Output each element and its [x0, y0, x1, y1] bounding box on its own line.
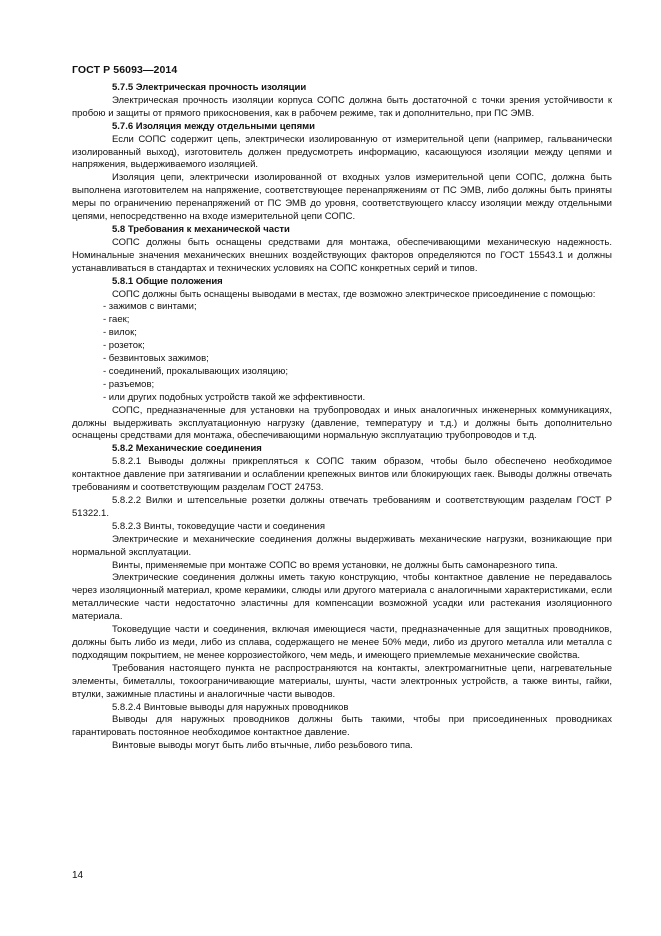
- list-item: - гаек;: [103, 314, 130, 326]
- paragraph: 5.8.2.3 Винты, токоведущие части и соединения: [112, 520, 325, 532]
- page-number: 14: [72, 870, 84, 881]
- list-item: - разъемов;: [103, 378, 155, 390]
- page-header: ГОСТ Р 56093—2014: [72, 64, 178, 76]
- section-heading: 5.7.5 Электрическая прочность изоляции: [112, 82, 307, 93]
- list-item: - безвинтовых зажимов;: [103, 353, 209, 365]
- list-item: - вилок;: [103, 327, 137, 339]
- section-heading: 5.8.2 Механические соединения: [112, 443, 262, 455]
- paragraph: 5.8.2.2 Вилки и штепсельные розетки должны отвечать требованиям и соответствующим разделам ГОСТ Р 51322.1.: [72, 495, 612, 519]
- paragraph: Изоляция цепи, электрически изолированной от входных узлов измерительной цепи СОПС, должна быть выполнена изготовителем на напряжение, соответствующее перенапряжениям от ПС ЭМВ, либо должны быть приняты меры по ограничению перенапряжений от ПС ЭМВ до уровня, соответствующего классу изоляции между отдельными цепями, непосредственно на входе измерительной цепи СОПС.: [72, 172, 612, 223]
- list-item: - или других подобных устройств такой же эффективности.: [103, 391, 366, 403]
- paragraph: Требования настоящего пункта не распространяются на контакты, электромагнитные цепи, нагревательные элементы, биметаллы, токоограничивающие материалы, шунты, части электронных устройств, а также винты, гайки, втулки, зажимные пластины и аналогичные части выводов.: [72, 662, 612, 700]
- paragraph: СОПС, предназначенные для установки на трубопроводах и иных аналогичных инженерных коммуникациях, должны выдерживать эксплуатационную нагрузку (давление, температуру и т.д.) и должны быть дополнительно оснащены средствами для монтажа, обеспечивающими нормальную эксплуатацию трубопроводов и т.д.: [72, 404, 612, 442]
- list-item: - соединений, прокалывающих изоляцию;: [103, 365, 288, 377]
- paragraph: 5.8.2.4 Винтовые выводы для наружных проводников: [112, 701, 349, 713]
- paragraph: СОПС должны быть оснащены выводами в местах, где возможно электрическое присоединение с помощью:: [112, 288, 596, 300]
- paragraph: Винтовые выводы могут быть либо втычные, либо резьбового типа.: [112, 740, 413, 752]
- paragraph: Электрические и механические соединения должны выдерживать механические нагрузки, возникающие при нормальной эксплуатации.: [72, 533, 612, 558]
- paragraph: Если СОПС содержит цепь, электрически изолированную от измерительной цепи (например, гальванически изолированный выход), изготовитель должен предусмотреть информацию, касающуюся изоляции между цепями и напряжения, выдерживаемого изоляцией.: [72, 133, 612, 171]
- paragraph: Выводы для наружных проводников должны быть такими, чтобы при присоединенных проводниках гарантировать постоянное необходимое контактное давление.: [72, 714, 612, 739]
- paragraph: СОПС должны быть оснащены средствами для монтажа, обеспечивающими механическую надежность. Номинальные значения механических внешних воздействующих факторов определяются по ГОСТ 15543.1 и должны устанавливаться в стандартах и технических условиях на СОПС конкретных серий и типов.: [72, 236, 612, 274]
- paragraph: Винты, применяемые при монтаже СОПС во время установки, не должны быть самонарезного типа.: [112, 559, 558, 571]
- paragraph: 5.8.2.1 Выводы должны прикрепляться к СОПС таким образом, чтобы было обеспечено необходимое контактное давление при затягивании и ослаблении крепежных винтов или блокирующих гаек. Выводы должны отвечать требованиям и соответствующим разделам ГОСТ 24753.: [72, 456, 612, 494]
- paragraph: Токоведущие части и соединения, включая имеющиеся части, предназначенные для защитных проводников, должны быть либо из меди, либо из сплава, содержащего не менее 50% меди, либо из другого металла или металла с подходящим покрытием, не менее коррозиестойкого, чем медь, и имеющего приемлемые механические свойства.: [72, 624, 612, 661]
- section-heading: 5.7.6 Изоляция между отдельными цепями: [112, 120, 315, 132]
- list-item: - розеток;: [103, 340, 145, 352]
- section-heading: 5.8 Требования к механической части: [112, 223, 290, 235]
- paragraph: Электрическая прочность изоляции корпуса СОПС должна быть достаточной с точки зрения устойчивости к пробою и защиты от прямого прикосновения, как в рабочем режиме, так и дополнительно, при ПС ЭМВ.: [72, 94, 612, 119]
- list-item: - зажимов с винтами;: [103, 301, 197, 313]
- paragraph: Электрические соединения должны иметь такую конструкцию, чтобы контактное давление не передавалось через изоляционный материал, кроме керамики, слюды или другого материала с аналогичными характеристиками, если металлические части недостаточно эластичны для компенсации возможной усадки или растекания изоляционного материала.: [72, 572, 612, 623]
- section-heading: 5.8.1 Общие положения: [112, 275, 223, 287]
- page-content: [72, 82, 612, 753]
